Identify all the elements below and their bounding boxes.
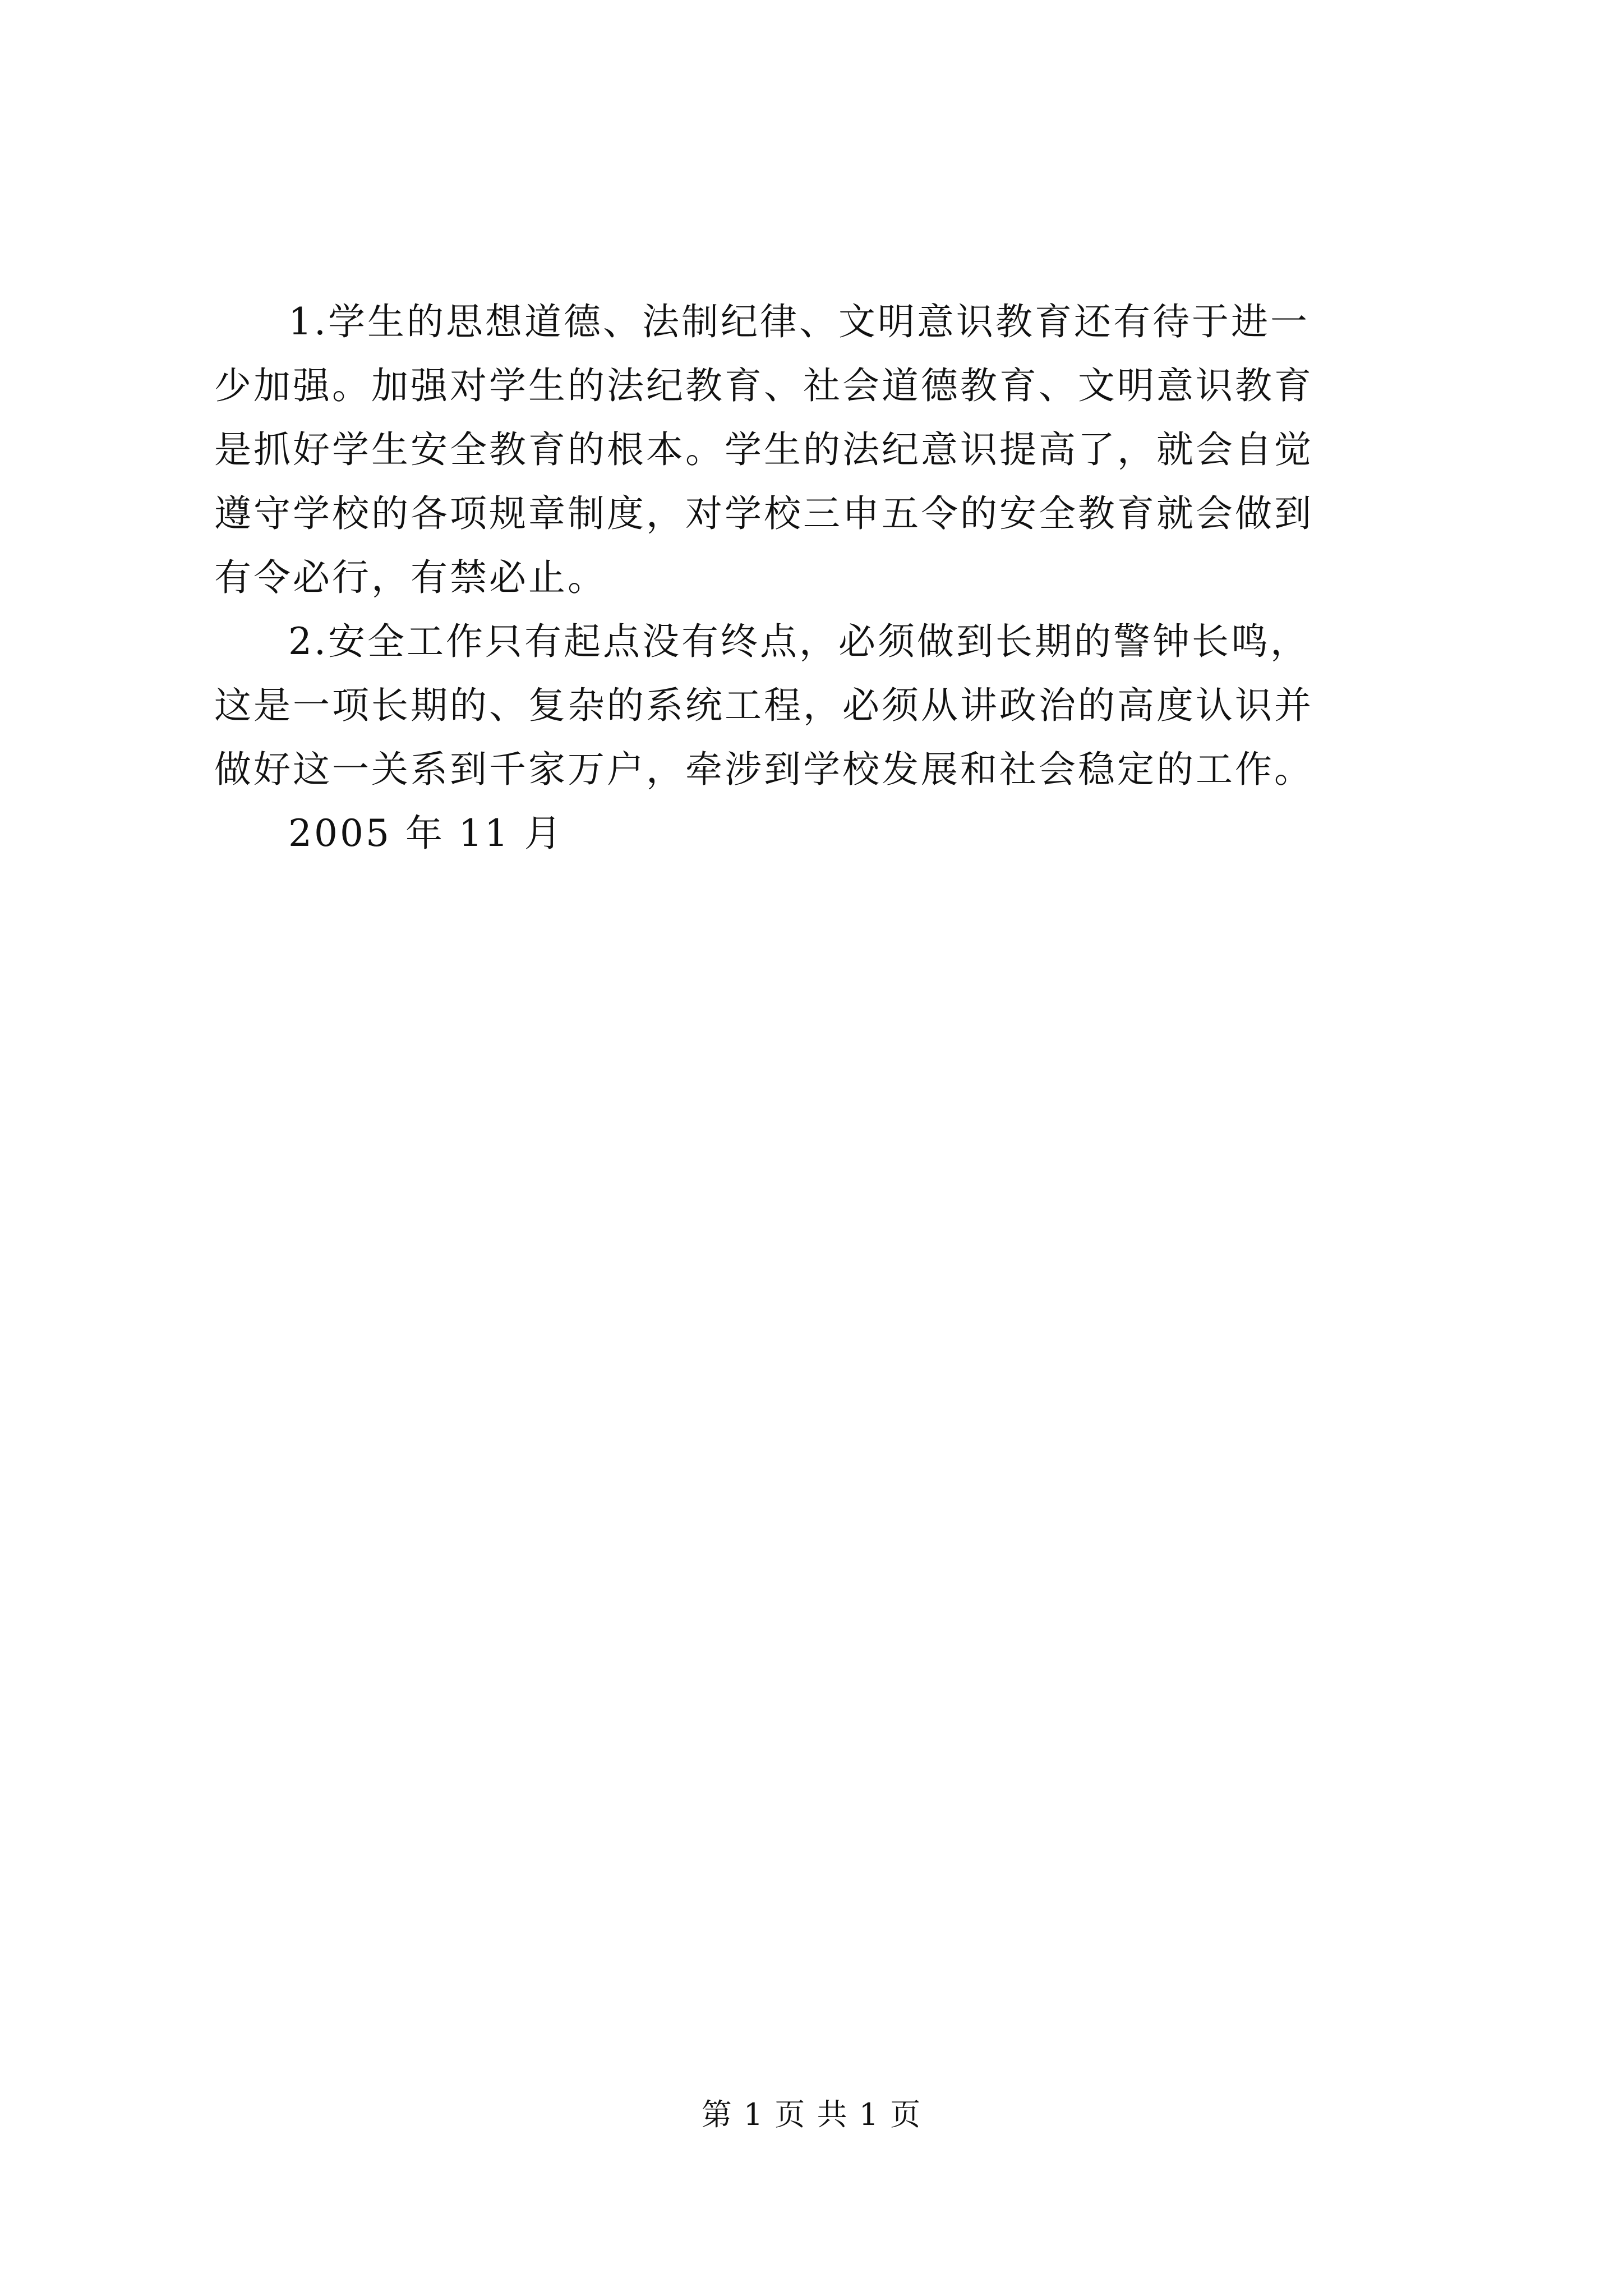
paragraph-2-line-3: 做好这一关系到千家万户，牵涉到学校发展和社会稳定的工作。 [214, 748, 1313, 791]
paragraph-2-line-1: 2.安全工作只有起点没有终点，必须做到长期的警钟长鸣， [288, 620, 1310, 663]
page-footer: 第 1 页 共 1 页 [701, 2097, 922, 2132]
paragraph-1-line-5: 有令必行，有禁必止。 [214, 556, 607, 599]
document-body [214, 295, 1414, 870]
paragraph-1-line-1: 1.学生的思想道德、法制纪律、文明意识教育还有待于进一 [288, 300, 1310, 343]
paragraph-1-line-4: 遵守学校的各项规章制度，对学校三申五令的安全教育就会做到 [214, 492, 1313, 535]
paragraph-1-line-2: 少加强。加强对学生的法纪教育、社会道德教育、文明意识教育 [214, 364, 1313, 407]
paragraph-1-line-3: 是抓好学生安全教育的根本。学生的法纪意识提高了，就会自觉 [214, 428, 1313, 471]
date-line: 2005 年 11 月 [288, 812, 564, 855]
paragraph-2-line-2: 这是一项长期的、复杂的系统工程，必须从讲政治的高度认识并 [214, 684, 1313, 727]
